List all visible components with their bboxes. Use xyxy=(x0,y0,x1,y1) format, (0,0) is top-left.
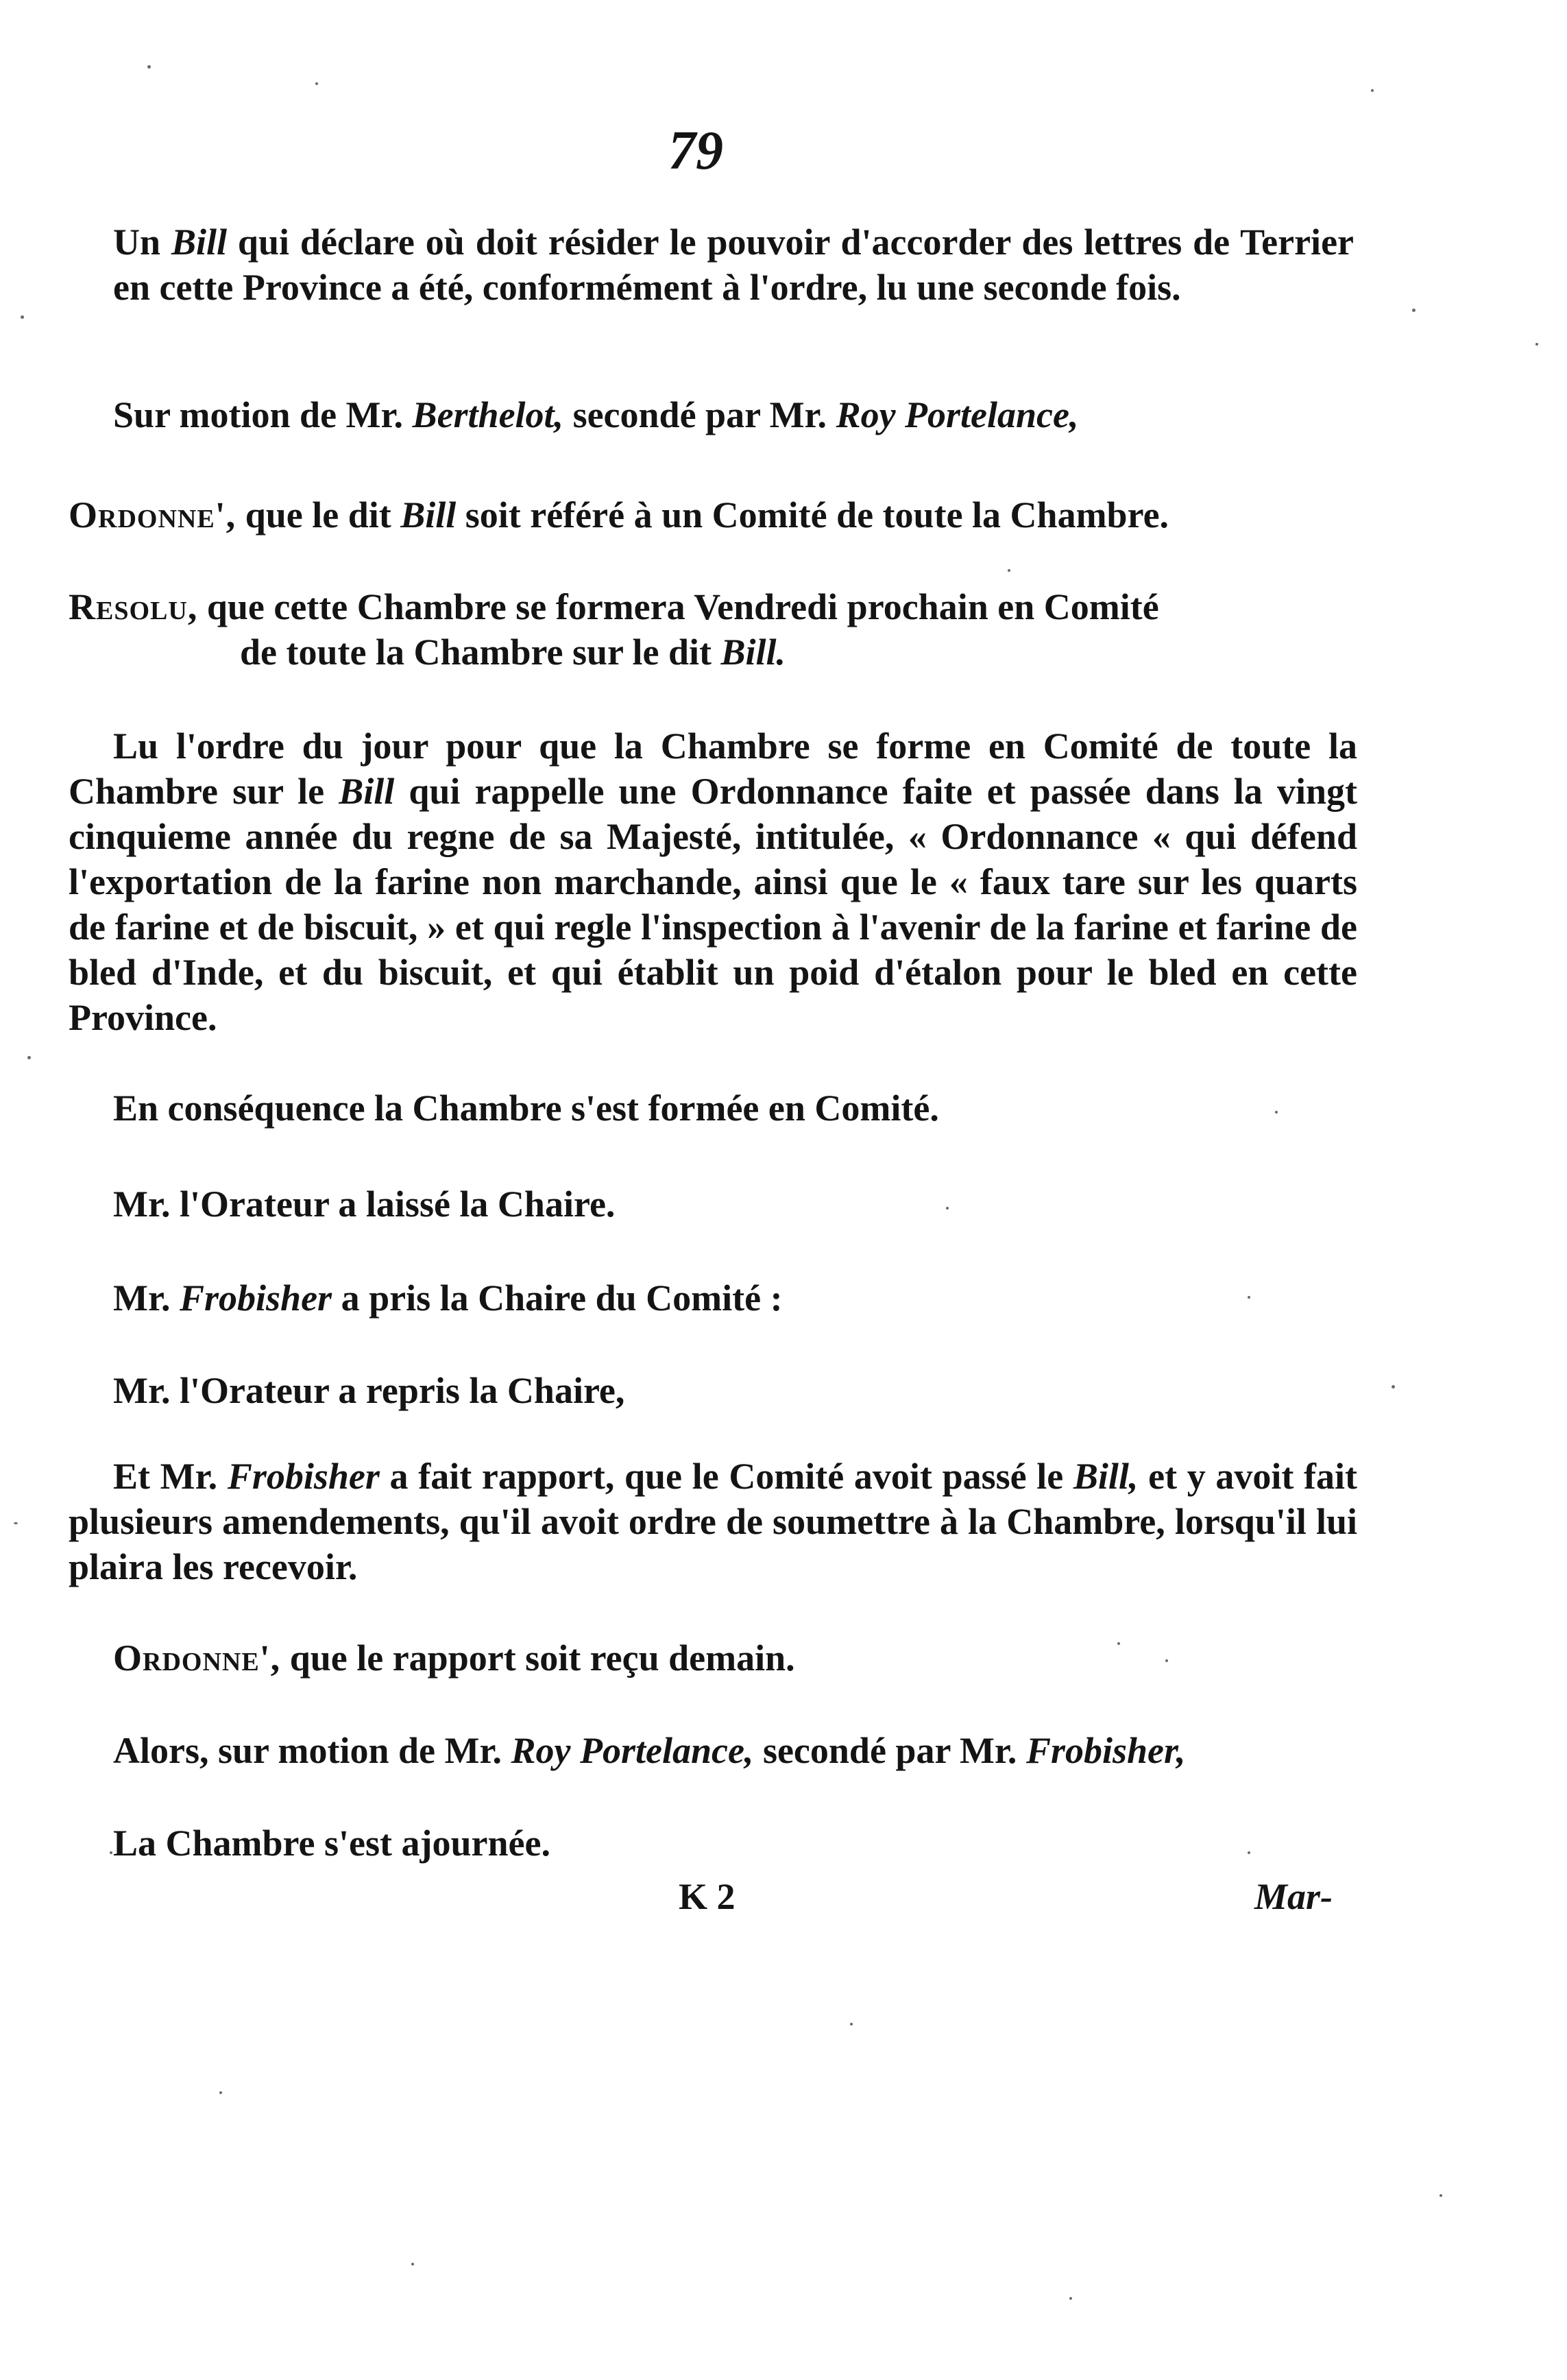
scan-speck xyxy=(946,1207,949,1210)
scan-speck xyxy=(1069,2297,1072,2300)
mover-name: Roy Portelance, xyxy=(511,1730,754,1771)
scan-speck xyxy=(147,65,151,69)
scan-speck xyxy=(850,2023,853,2026)
paragraph-frobisher-chair xyxy=(113,1275,1354,1321)
text: secondé par Mr. xyxy=(563,394,836,435)
text: Sur motion de Mr. xyxy=(113,394,413,435)
chairman-name: Frobisher xyxy=(227,1456,380,1497)
scan-speck xyxy=(315,82,318,85)
mover-name: Berthelot, xyxy=(412,394,564,435)
text: qui rappelle une Ordonnance faite et passée dans la vingt cinquieme année du regne de sa Majesté, intitulée, « Ordonnance « qui défend l'exportation de la farine non marchande, ainsi que le « faux tare sur les quarts de farine et de biscuit, » et qui regle l'inspection à l'avenir de la farine et farine de bled d'Inde, et du biscuit, et qui établit un poid d'étalon pour le bled en cette Province. xyxy=(69,771,1358,1038)
scan-speck xyxy=(1392,1385,1395,1389)
bill-italic: Bill, xyxy=(1073,1456,1139,1497)
page-number: 79 xyxy=(668,121,723,181)
paragraph-ordered-committee xyxy=(69,492,1357,538)
paragraph-bill-second-reading xyxy=(113,219,1354,310)
paragraph-adjourn-motion xyxy=(113,1728,1354,1773)
text: que le rapport soit reçu demain. xyxy=(280,1637,795,1679)
catchword: Mar- xyxy=(1254,1876,1333,1917)
text: que cette Chambre se formera Vendredi prochain en Comité xyxy=(197,586,1159,627)
resolu-label: Resolu, xyxy=(69,586,198,627)
scan-speck xyxy=(411,2263,414,2265)
bill-italic: Bill. xyxy=(720,632,786,673)
resolved-continuation xyxy=(69,629,1357,675)
text: que le dit xyxy=(236,494,401,536)
scan-speck xyxy=(1165,1659,1168,1662)
paragraph-adjourned: La Chambre s'est ajournée. xyxy=(113,1823,550,1864)
scan-speck xyxy=(1371,89,1374,92)
text: a fait rapport, que le Comité avoit passé le xyxy=(379,1456,1073,1497)
text: secondé par Mr. xyxy=(753,1730,1026,1771)
signature-mark: K 2 xyxy=(679,1876,736,1917)
text: Alors, sur motion de Mr. xyxy=(113,1730,511,1771)
text: de toute la Chambre sur le dit xyxy=(240,632,721,673)
scan-speck xyxy=(1275,1111,1278,1114)
scan-speck xyxy=(14,1522,18,1524)
paragraph-ordered-report xyxy=(113,1635,1354,1681)
paragraph-committee-formed: En conséquence la Chambre s'est formée en Comité. xyxy=(113,1087,939,1129)
text: a pris la Chaire du Comité : xyxy=(332,1277,783,1319)
bill-italic: Bill xyxy=(171,221,227,263)
seconder-name: Frobisher, xyxy=(1025,1730,1186,1771)
text: Mr. xyxy=(113,1277,180,1319)
ordonne-label: Ordonne', xyxy=(69,494,236,536)
scan-speck xyxy=(1440,2194,1442,2197)
scan-speck xyxy=(1248,1296,1250,1299)
paragraph-resolved xyxy=(69,584,1357,675)
scan-speck xyxy=(1248,1851,1250,1854)
paragraph-report xyxy=(69,1454,1357,1589)
text: soit référé à un Comité de toute la Chambre. xyxy=(456,494,1169,536)
text: Lu l'ordre du jour pour que la Chambre se forme en Comité de toute la Chambre sur le xyxy=(69,725,1357,812)
scan-speck xyxy=(1008,569,1010,572)
scan-speck xyxy=(27,1056,31,1059)
bill-italic: Bill xyxy=(400,494,457,536)
paragraph-speaker-resumed: Mr. l'Orateur a repris la Chaire, xyxy=(113,1370,625,1411)
paragraph-order-of-day xyxy=(69,723,1357,1040)
text: Et Mr. xyxy=(113,1456,228,1497)
scan-speck xyxy=(1412,309,1416,312)
paragraph-speaker-left-chair: Mr. l'Orateur a laissé la Chaire. xyxy=(113,1183,616,1225)
scan-speck xyxy=(1535,343,1538,346)
paragraph-motion xyxy=(113,392,1354,437)
scan-speck xyxy=(1117,1642,1120,1645)
scan-speck xyxy=(110,1851,112,1854)
bill-italic: Bill xyxy=(339,771,395,812)
scan-speck xyxy=(219,2091,222,2094)
chairman-name: Frobisher xyxy=(179,1277,332,1319)
text: et y avoit fait plusieurs amendements, qu'il avoit ordre de soumettre à la Chambre, lorsqu'il lui plaira les recevoir. xyxy=(69,1456,1357,1587)
text: qui déclare où doit résider le pouvoir d'accorder des lettres de Terrier en cette Province a été, conformément à l'ordre, lu une seconde fois. xyxy=(113,221,1354,308)
ordonne-label: Ordonne', xyxy=(113,1637,281,1679)
text: Un xyxy=(113,221,171,263)
seconder-name: Roy Portelance, xyxy=(836,394,1079,435)
scan-speck xyxy=(21,315,24,319)
